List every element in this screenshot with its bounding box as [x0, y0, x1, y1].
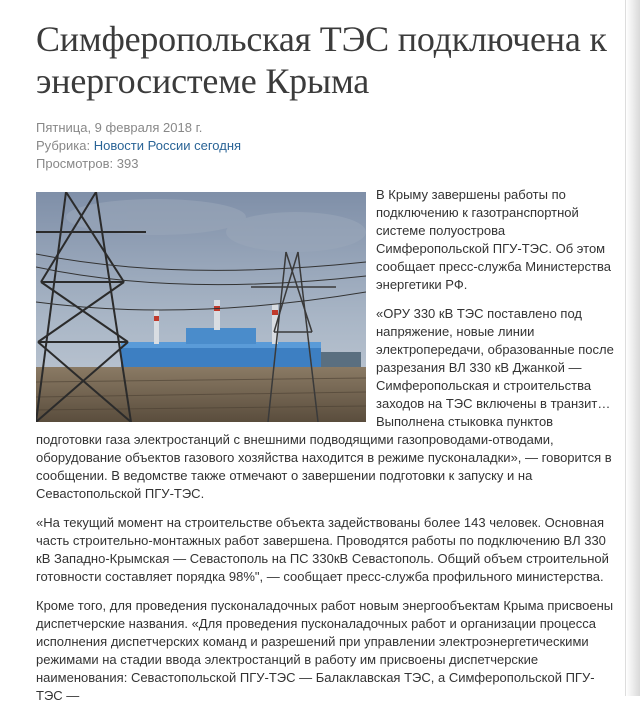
- article-meta: [36, 119, 620, 173]
- power-plant-photo: [36, 192, 366, 422]
- article-title: Симферопольская ТЭС подключена к энергосистеме Крыма: [36, 19, 607, 101]
- views-count: 393: [116, 156, 139, 171]
- views-label: Просмотров:: [36, 156, 114, 171]
- paragraph-4: Кроме того, для проведения пусконаладочных работ новым энергообъектам Крыма присвоены диспетчерские названия. «Для проведения пусконаладочных работ и организации процесса исполнения диспетчерских команд и разрешений при управлении электроэнергетическими режимами на стадии ввода электростанций в работу им присвоены диспетчерские наименования: Севастопольской ПГУ-ТЭС — Балаклавская ТЭС, а Симферопольской ПГУ-ТЭС —: [36, 598, 614, 703]
- article-body: [36, 186, 620, 705]
- page-scroll-edge: [625, 0, 640, 696]
- rubric-label: Рубрика:: [36, 138, 91, 153]
- rubric-link[interactable]: Новости России сегодня: [93, 138, 242, 153]
- article: [36, 0, 620, 716]
- article-rubric: [36, 137, 620, 155]
- paragraph-2: «ОРУ 330 кВ ТЭС поставлено под напряжение, новые линии электропередачи, образованные после разрезания ВЛ 330 кВ Джанкой — Симферопольская и строительства заходов на ТЭС включены в транзит… Выполнена стыковка пунктов подготовки газа электростанций с внешними подводящими газопроводами-отводами, оборудование объектов газового хозяйства находится в режиме пусконаладки», — говорится в сообщении. В ведомстве также отмечают о завершении подготовки к запуску и на Севастопольской ПГУ-ТЭС.: [36, 306, 614, 501]
- article-date: Пятница, 9 февраля 2018 г.: [36, 120, 203, 135]
- paragraph-1: В Крыму завершены работы по подключению к газотранспортной системе полуострова Симферопольской ПГУ-ТЭС. Об этом сообщает пресс-служба Министерства энергетики РФ.: [376, 187, 611, 292]
- article-views: [36, 155, 620, 173]
- paragraph-3: «На текущий момент на строительстве объекта задействованы более 143 человек. Основная часть строительно-монтажных работ завершена. Проводятся работы по подключению ВЛ 330 кВ Западно-Крымская — Севастополь на ПС 330кВ Севастополь. Общий объем строительной готовности составляет порядка 98%", — сообщает пресс-служба профильного министерства.: [36, 515, 609, 584]
